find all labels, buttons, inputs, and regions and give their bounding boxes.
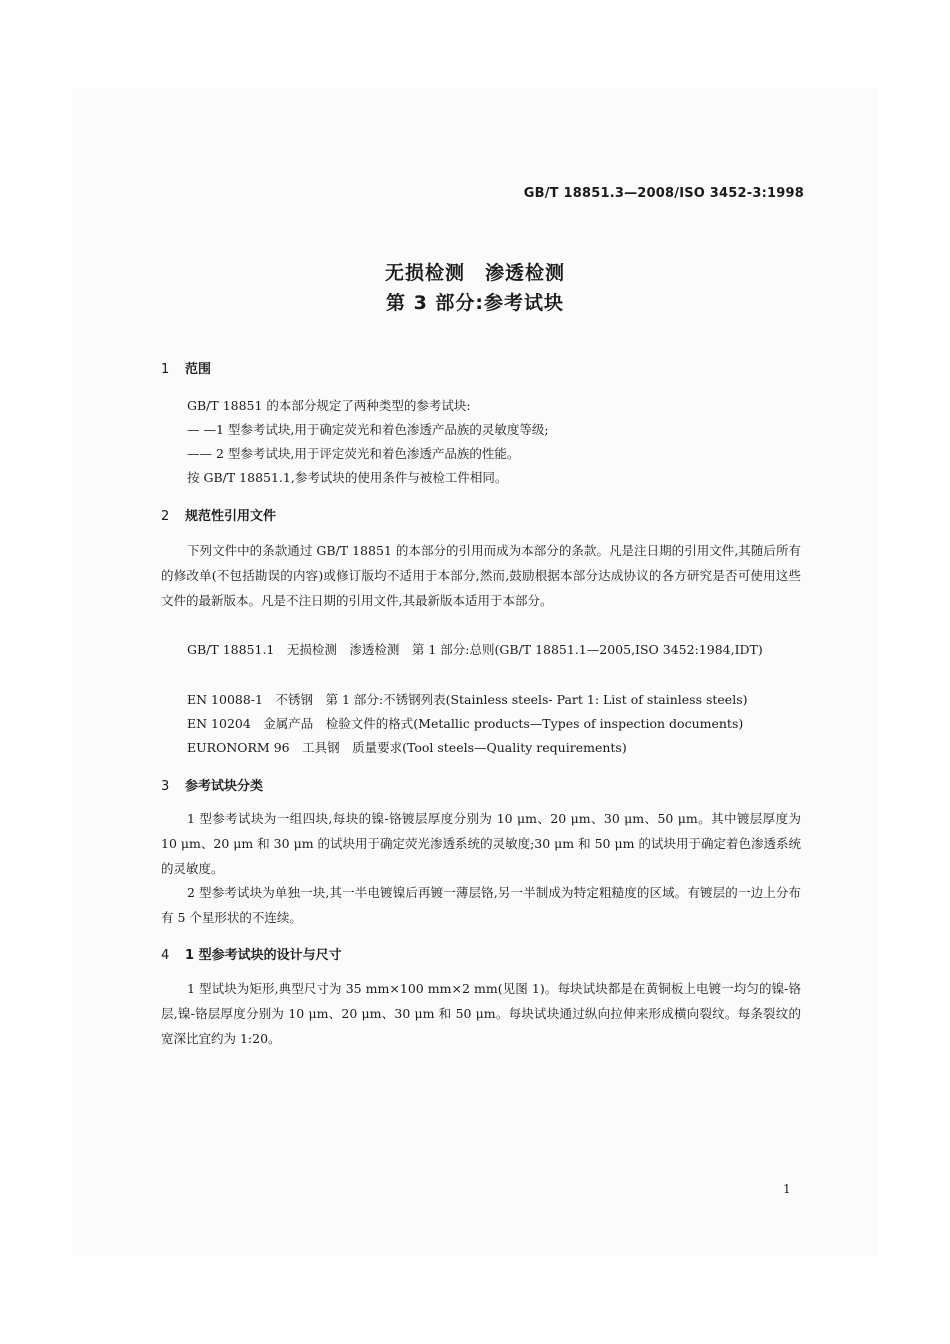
section-1-line: 按 GB/T 18851.1,参考试块的使用条件与被检工件相同。 xyxy=(187,470,508,485)
document-title: 无损检测 渗透检测 xyxy=(384,262,565,284)
section-4-paragraph: 1 型试块为矩形,典型尺寸为 35 mm×100 mm×2 mm(见图 1)。每块试块都是在黄铜板上电镀一均匀的镍-铬层,镍-铬层厚度分别为 10 μm、20 μm、30 μm 和 50 μm。每块试块通过纵向拉伸来形成横向裂纹。每条裂纹的宽深比宜约为 1:20。 xyxy=(161,981,801,1046)
normative-reference: EURONORM 96 工具钢 质量要求(Tool steels—Quality requirements) xyxy=(187,740,627,755)
section-number: 3 xyxy=(161,779,170,794)
section-1-line: — —1 型参考试块,用于确定荧光和着色渗透产品族的灵敏度等级; xyxy=(187,422,549,437)
section-3-paragraph: 2 型参考试块为单独一块,其一半电镀镍后再镀一薄层铬,另一半制成为特定粗糙度的区域。有镀层的一边上分布有 5 个星形状的不连续。 xyxy=(161,885,801,925)
section-number: 4 xyxy=(161,948,170,963)
section-number: 2 xyxy=(161,509,170,524)
section-1-heading xyxy=(161,358,211,377)
section-title: 1 型参考试块的设计与尺寸 xyxy=(185,948,342,963)
section-1-line: GB/T 18851 的本部分规定了两种类型的参考试块: xyxy=(187,398,471,413)
normative-reference: EN 10088-1 不锈钢 第 1 部分:不锈钢列表(Stainless steels- Part 1: List of stainless steels) xyxy=(187,692,748,707)
document-subtitle: 第 3 部分:参考试块 xyxy=(385,292,565,314)
section-2-intro: 下列文件中的条款通过 GB/T 18851 的本部分的引用而成为本部分的条款。凡是注日期的引用文件,其随后所有的修改单(不包括勘误的内容)或修订版均不适用于本部分,然而,鼓励根据本部分达成协议的各方研究是否可使用这些文件的最新版本。凡是不注日期的引用文件,其最新版本适用于本部分。 xyxy=(161,543,801,608)
section-number: 1 xyxy=(161,362,170,377)
section-2-heading xyxy=(161,505,276,524)
section-title: 规范性引用文件 xyxy=(185,509,277,524)
section-4-heading xyxy=(161,944,342,963)
normative-reference: EN 10204 金属产品 检验文件的格式(Metallic products—Types of inspection documents) xyxy=(187,716,744,731)
section-3-heading xyxy=(161,775,263,794)
normative-reference: GB/T 18851.1 无损检测 渗透检测 第 1 部分:总则(GB/T 18851.1—2005,ISO 3452:1984,IDT) xyxy=(187,642,763,657)
section-title: 范围 xyxy=(185,362,212,377)
section-1-line: —— 2 型参考试块,用于评定荧光和着色渗透产品族的性能。 xyxy=(187,446,520,461)
standard-code: GB/T 18851.3—2008/ISO 3452-3:1998 xyxy=(523,186,804,201)
section-3-paragraph: 1 型参考试块为一组四块,每块的镍-铬镀层厚度分别为 10 μm、20 μm、30 μm、50 μm。其中镀层厚度为 10 μm、20 μm 和 30 μm 的试块用于确定荧光渗透系统的灵敏度;30 μm 和 50 μm 的试块用于确定着色渗透系统的灵敏度。 xyxy=(161,811,801,876)
page-number: 1 xyxy=(783,1182,791,1196)
section-title: 参考试块分类 xyxy=(185,779,264,794)
